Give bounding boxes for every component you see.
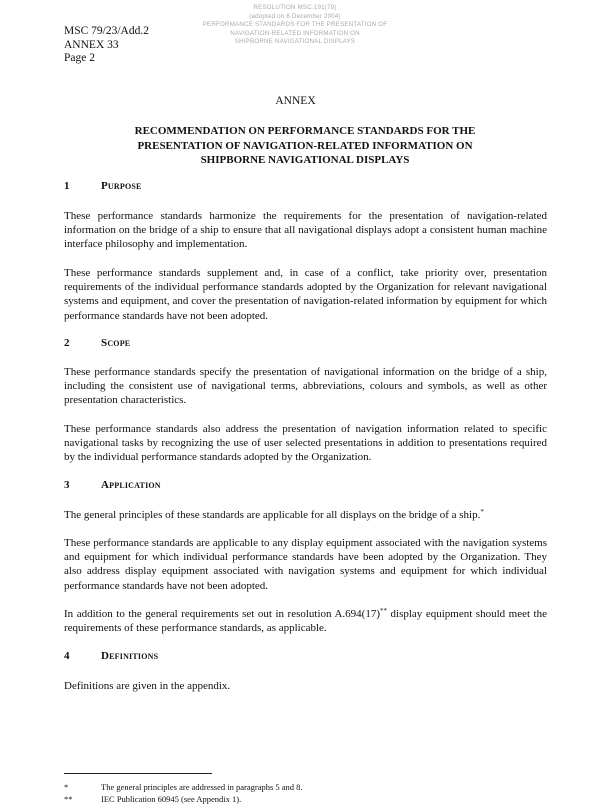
paragraph: Definitions are given in the appendix. — [64, 680, 231, 692]
footnote-text: IEC Publication 60945 (see Appendix 1). — [101, 794, 242, 804]
section-title: Purpose — [101, 180, 142, 192]
footnote-text: The general principles are addressed in paragraphs 5 and 8. — [101, 782, 303, 792]
page-header — [64, 25, 149, 66]
footnote-reference[interactable]: * — [480, 508, 484, 516]
footnote-mark: ** — [64, 794, 73, 804]
section-number: 4 — [64, 650, 70, 662]
paragraph-text: The general principles of these standards are applicable for all displays on the bridge of a ship. — [64, 509, 481, 521]
document-reference: MSC 79/23/Add.2 — [64, 25, 149, 37]
footnote-mark: * — [64, 782, 69, 792]
paragraph: These performance standards supplement and, in case of a conflict, take priority over, presentation requirements of the individual performance standards adopted by the Organization for relevant navigational systems and equipment, and cover the presentation of navigation-related information by equipment for which performance standards have not been adopted. — [64, 267, 547, 322]
section-title: Definitions — [101, 650, 159, 662]
paragraph — [64, 508, 547, 522]
document-title-line: SHIPBORNE NAVIGATIONAL DISPLAYS — [200, 154, 410, 166]
paragraph: These performance standards also address the presentation of navigation information related to specific navigational tasks by recognizing the use of user selected presentations in addition to presentations required by the individual performance standards adopted by the Organization. — [64, 423, 547, 464]
watermark-line: RESOLUTION MSC.191(79) — [253, 4, 337, 11]
paragraph: These performance standards specify the presentation of navigational information on the bridge of a ship, including the consistent use of navigational terms, abbreviations, colours and symbols, as well as other presentation characteristics. — [64, 366, 547, 407]
section-heading-scope — [64, 337, 130, 349]
section-heading-purpose — [64, 180, 142, 192]
paragraph-text: display equipment should meet the requirements of these performance standards, as applicable. — [64, 608, 547, 635]
watermark-line: SHIPBORNE NAVIGATIONAL DISPLAYS — [234, 38, 356, 46]
annex-title: ANNEX — [275, 95, 316, 107]
document-title-line: RECOMMENDATION ON PERFORMANCE STANDARDS FOR THE — [134, 125, 476, 137]
section-number: 3 — [64, 479, 70, 491]
footnote-divider — [64, 773, 212, 774]
footnote — [64, 782, 303, 793]
watermark-line: (adopted on 6 December 2004) — [249, 12, 341, 20]
document-title — [100, 124, 510, 168]
document-title-line: PRESENTATION OF NAVIGATION-RELATED INFORMATION ON — [137, 139, 473, 152]
section-heading-application — [64, 479, 161, 491]
page-number: Page 2 — [64, 52, 95, 64]
section-title: Scope — [101, 337, 131, 349]
section-number: 1 — [64, 180, 70, 192]
paragraph-text: In addition to the general requirements set out in resolution A.694(17) — [64, 608, 380, 620]
paragraph: These performance standards harmonize the requirements for the presentation of navigation-related information on the bridge of a ship to ensure that all navigational displays adopt a consistent human machine interface philosophy and implementation. — [64, 210, 547, 251]
section-number: 2 — [64, 337, 70, 349]
section-heading-definitions — [64, 650, 158, 662]
section-title: Application — [101, 479, 161, 491]
watermark-line: NAVIGATION-RELATED INFORMATION ON — [230, 29, 360, 37]
footnote-reference[interactable]: ** — [380, 607, 387, 615]
annex-number: ANNEX 33 — [64, 38, 119, 51]
watermark-line: PERFORMANCE STANDARDS FOR THE PRESENTATION OF — [202, 21, 388, 29]
footnote — [64, 794, 241, 805]
paragraph: These performance standards are applicable to any display equipment associated with the navigation systems and equipment for which individual performance standards have been adopted by the Organization. They also address display equipment associated with navigation systems and equipment for which individual performance standards have not been adopted. — [64, 537, 547, 592]
paragraph — [64, 607, 547, 635]
resolution-watermark — [160, 4, 430, 47]
